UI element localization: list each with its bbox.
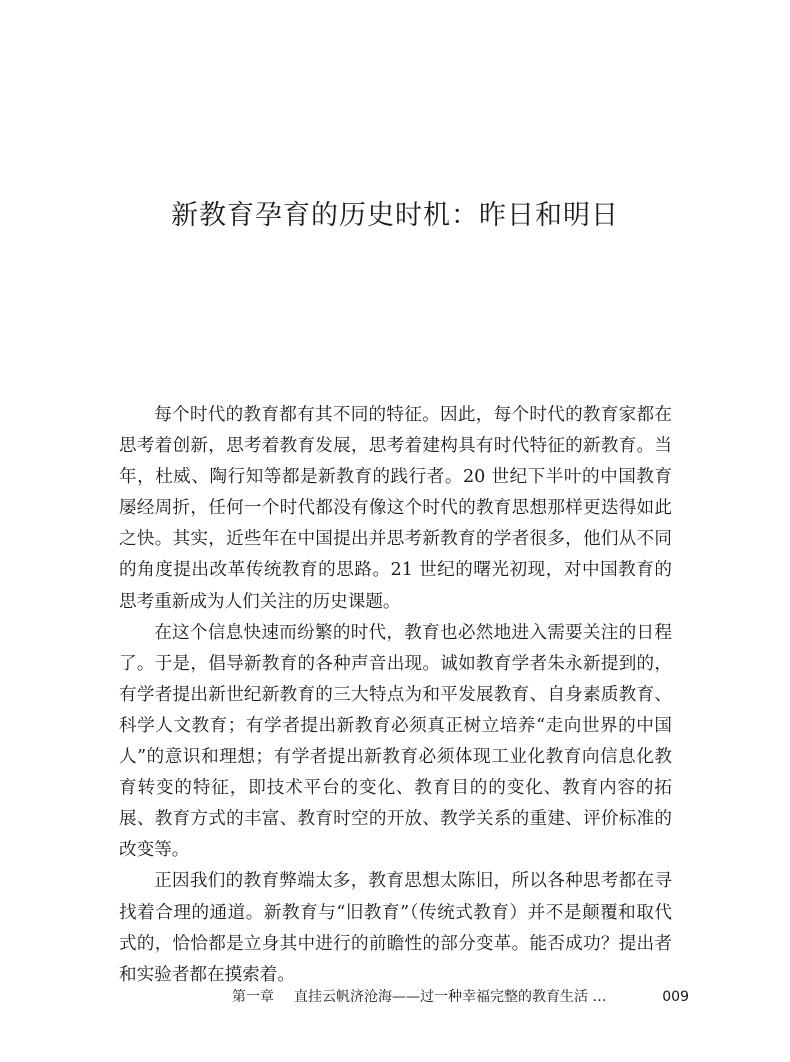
paragraph-1: 每个时代的教育都有其不同的特征。因此，每个时代的教育家都在思考着创新，思考着教育发展，思考着建构具有时代特征的新教育。当年，杜威、陶行知等都是新教育的践行者。20 世纪下半叶的中国教育屡经周折，任何一个时代都没有像这个时代的教育思想那样更迭得如此之快。其实，近些年在中国提出并思考新教育的学者很多，他们从不同的角度提出改革传统教育的思路。21 世纪的曙光初现，对中国教育的思考重新成为人们关注的历史课题。 <box>119 405 672 612</box>
paragraph-2: 在这个信息快速而纷繁的时代，教育也必然地进入需要关注的日程了。于是，倡导新教育的各种声音出现。诚如教育学者朱永新提到的，有学者提出新世纪新教育的三大特点为和平发展教育、自身素质教育、科学人文教育；有学者提出新教育必须真正树立培养“走向世界的中国人”的意识和理想；有学者提出新教育必须体现工业化教育向信息化教育转变的特征，即技术平台的变化、教育目的的变化、教育内容的拓展、教育方式的丰富、教育时空的开放、教学关系的重建、评价标准的改变等。 <box>119 622 672 861</box>
page-number: 009 <box>662 989 689 1005</box>
chapter-label: 第一章 <box>232 989 274 1005</box>
body-text <box>119 400 672 991</box>
chapter-title: 直挂云帆济沧海——过一种幸福完整的教育生活 … <box>294 989 607 1005</box>
paragraph-3: 正因我们的教育弊端太多，教育思想太陈旧，所以各种思考都在寻找着合理的通道。新教育与“旧教育”（传统式教育）并不是颠覆和取代式的，恰恰都是立身其中进行的前瞻性的部分变革。能否成功？提出者和实验者都在摸索着。 <box>119 871 672 985</box>
running-footer <box>232 987 689 1007</box>
page-title: 新教育孕育的历史时机：昨日和明日 <box>171 200 619 231</box>
